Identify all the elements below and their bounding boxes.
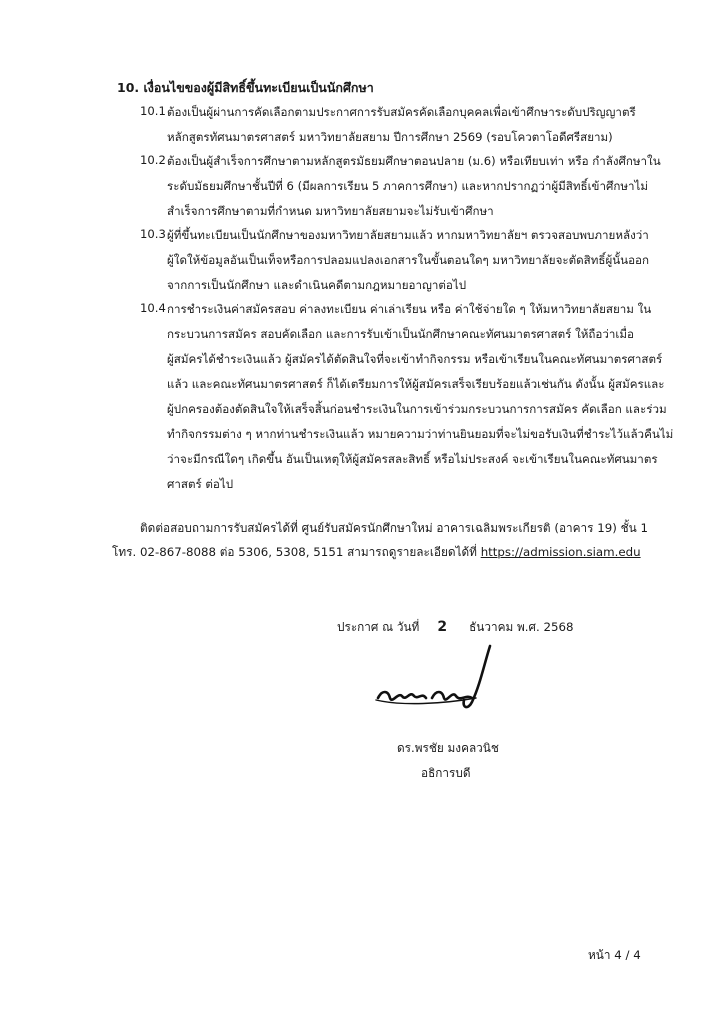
signer-name: ดร.พรชัย มงคลวนิช bbox=[397, 741, 499, 755]
signature-image bbox=[372, 640, 512, 720]
clause-line: ว่าจะมีกรณีใดๆ เกิดขึ้น อันเป็นเหตุให้ผู้สมัครสละสิทธิ์ หรือไม่ประสงค์ จะเข้าเรียนในคณะทัศนมาตร bbox=[167, 452, 658, 466]
clause-line: แล้ว และคณะทัศนมาตรศาสตร์ ก็ได้เตรียมการให้ผู้สมัครเสร็จเรียบร้อยแล้วเช่นกัน ดังนั้น ผู้สมัครและ bbox=[167, 377, 665, 391]
signer-title: อธิการบดี bbox=[421, 766, 471, 780]
contact-line-1: ติดต่อสอบถามการรับสมัครได้ที่ ศูนย์รับสมัครนักศึกษาใหม่ อาคารเฉลิมพระเกียรติ (อาคาร 19) ชั้น 1 bbox=[140, 521, 648, 535]
clause-line: ต้องเป็นผู้สำเร็จการศึกษาตามหลักสูตรมัธยมศึกษาตอนปลาย (ม.6) หรือเทียบเท่า หรือ กำลังศึกษาใน bbox=[167, 154, 661, 168]
clause-line: ผู้ปกครองต้องตัดสินใจให้เสร็จสิ้นก่อนชำระเงินในการเข้าร่วมกระบวนการการสมัคร คัดเลือก และร่วม bbox=[167, 402, 667, 416]
section-heading: 10. เงื่อนไขของผู้มีสิทธิ์ขึ้นทะเบียนเป็นนักศึกษา bbox=[117, 80, 374, 95]
clause-number: 10.4 bbox=[140, 301, 166, 315]
clause-number: 10.3 bbox=[140, 227, 166, 241]
announcement-month-year: ธันวาคม พ.ศ. 2568 bbox=[469, 620, 574, 634]
announcement-day: 2 bbox=[437, 619, 448, 635]
clause-number: 10.1 bbox=[140, 104, 166, 118]
clause-line: ผู้สมัครได้ชำระเงินแล้ว ผู้สมัครได้ตัดสินใจที่จะเข้าทำกิจกรรม หรือเข้าเรียนในคณะทัศนมาตรศาสตร์ bbox=[167, 352, 663, 366]
clause-line: ผู้ที่ขึ้นทะเบียนเป็นนักศึกษาของมหาวิทยาลัยสยามแล้ว หากมหาวิทยาลัยฯ ตรวจสอบพบภายหลังว่า bbox=[167, 228, 649, 242]
announcement-prefix: ประกาศ ณ วันที่ bbox=[337, 620, 420, 634]
admission-website-link[interactable]: https://admission.siam.edu bbox=[480, 545, 641, 559]
contact-line-2 bbox=[112, 543, 641, 562]
contact-phone-text: โทร. 02-867-8088 ต่อ 5306, 5308, 5151 สามารถดูรายละเอียดได้ที่ bbox=[112, 545, 477, 559]
clause-line: ต้องเป็นผู้ผ่านการคัดเลือกตามประกาศการรับสมัครคัดเลือกบุคคลเพื่อเข้าศึกษาระดับปริญญาตรี bbox=[167, 105, 636, 119]
clause-line: จากการเป็นนักศึกษา และดำเนินคดีตามกฎหมายอาญาต่อไป bbox=[167, 278, 467, 292]
clause-line: ผู้ใดให้ข้อมูลอันเป็นเท็จหรือการปลอมแปลงเอกสารในขั้นตอนใดๆ มหาวิทยาลัยจะตัดสิทธิ์ผู้นั้นออก bbox=[167, 253, 650, 267]
clause-line: ทำกิจกรรมต่าง ๆ หากท่านชำระเงินแล้ว หมายความว่าท่านยินยอมที่จะไม่ขอรับเงินที่ชำระไว้แล้วคืนไม่ bbox=[167, 427, 674, 441]
clause-line: หลักสูตรทัศนมาตรศาสตร์ มหาวิทยาลัยสยาม ปีการศึกษา 2569 (รอบโควตาโอดีศรีสยาม) bbox=[167, 130, 613, 144]
page-number: หน้า 4 / 4 bbox=[588, 948, 641, 962]
clause-line: สำเร็จการศึกษาตามที่กำหนด มหาวิทยาลัยสยามจะไม่รับเข้าศึกษา bbox=[167, 204, 494, 218]
clause-line: ระดับมัธยมศึกษาชั้นปีที่ 6 (มีผลการเรียน 5 ภาคการศึกษา) และหากปรากฏว่าผู้มีสิทธิ์เข้าศึกษาไม่ bbox=[167, 179, 648, 193]
announcement-date bbox=[337, 618, 574, 637]
clause-line: การชำระเงินค่าสมัครสอบ ค่าลงทะเบียน ค่าเล่าเรียน หรือ ค่าใช้จ่ายใด ๆ ให้มหาวิทยาลัยสยาม ใน bbox=[167, 302, 652, 316]
clause-number: 10.2 bbox=[140, 153, 166, 167]
clause-line: กระบวนการสมัคร สอบคัดเลือก และการรับเข้าเป็นนักศึกษาคณะทัศนมาตรศาสตร์ ให้ถือว่าเมื่อ bbox=[167, 327, 634, 341]
clause-line: ศาสตร์ ต่อไป bbox=[167, 477, 234, 491]
